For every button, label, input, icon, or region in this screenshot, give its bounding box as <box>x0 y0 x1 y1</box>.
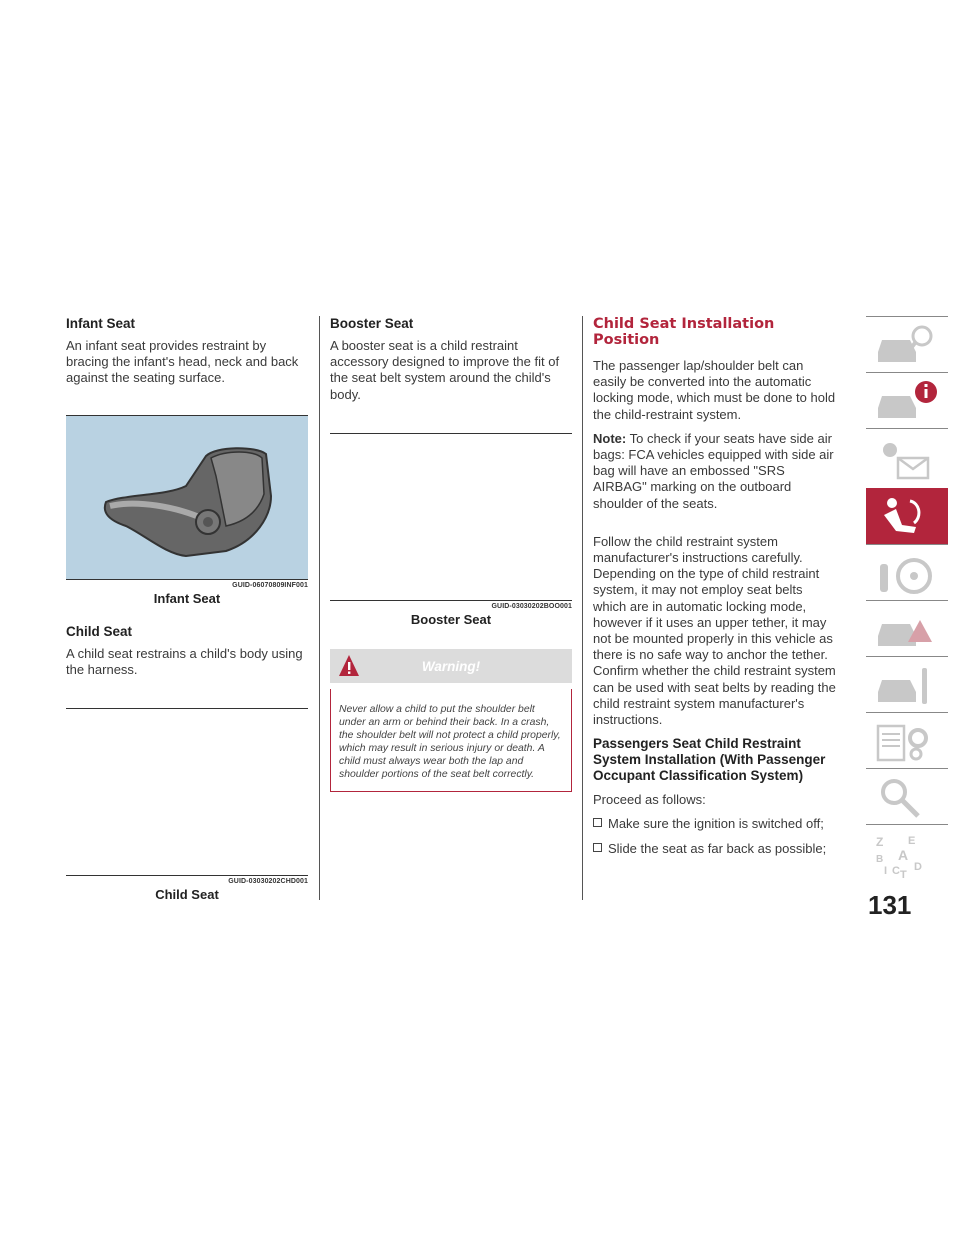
tab-safety[interactable] <box>866 488 948 544</box>
section-title: Child Seat Installation Position <box>593 316 775 348</box>
car-breakdown-icon <box>870 606 944 652</box>
index-letters-icon <box>870 830 944 880</box>
tab-car-info[interactable] <box>866 372 948 428</box>
proceed-text: Proceed as follows: <box>593 792 706 808</box>
list-item-text: Slide the seat as far back as possible; <box>608 840 827 856</box>
note-paragraph <box>593 431 838 512</box>
tab-starting-driving[interactable] <box>866 544 948 600</box>
booster-seat-figure <box>330 433 572 627</box>
warning-title: Warning! <box>421 658 481 674</box>
warning-header <box>330 649 572 683</box>
infant-seat-heading: Infant Seat <box>66 316 136 331</box>
tab-index[interactable] <box>866 824 948 880</box>
index-letter: Z <box>876 835 884 849</box>
instructions-paragraph: Follow the child restraint system manufacturer's instructions carefully. Depending on the type of child restraint system, it may not employ seat belts which are in automatic locking mode, however if it uses an upper tether, it may not be mounted properly in this vehicle as there is no safe way to anchor the tether. Confirm whether the child restraint system can be used with seat belts by reading the child restraint system manufacturer's instructions. <box>593 533 836 728</box>
infant-seat-text: An infant seat provides restraint by bracing the infant's head, neck and back against the seating surface. <box>66 338 299 386</box>
booster-figure-caption: Booster Seat <box>410 611 492 627</box>
index-letter: T <box>900 869 907 880</box>
list-item <box>593 816 838 832</box>
column-divider <box>319 316 320 900</box>
warning-box <box>330 689 572 792</box>
booster-seat-text: A booster seat is a child restraint accessory designed to improve the fit of the seat belt system around the child's body. <box>330 338 560 402</box>
child-figure-code: GUID-03030202CHD001 <box>228 878 308 886</box>
car-info-icon <box>870 378 944 424</box>
index-letter: E <box>908 835 916 847</box>
index-letter: I <box>884 865 888 877</box>
note-label: Note: <box>593 430 627 446</box>
child-seat-text: A child seat restrains a child's body using the harness. <box>66 645 303 677</box>
page-number: 131 <box>868 890 912 920</box>
key-steering-icon <box>870 550 944 596</box>
index-letter: A <box>898 847 909 863</box>
chapter-tabs <box>866 316 948 880</box>
tab-technical-specs[interactable] <box>866 712 948 768</box>
safety-airbag-icon <box>870 493 944 539</box>
note-text: To check if your seats have side air bags: FCA vehicles equipped with side air bag will have an embossed "SRS AIRBAG" marking on the outboard shoulder of the seats. <box>593 430 834 511</box>
tab-emergency[interactable] <box>866 600 948 656</box>
list-item <box>593 841 838 857</box>
column-3 <box>593 316 838 865</box>
child-seat-heading: Child Seat <box>66 623 133 639</box>
tab-servicing[interactable] <box>866 656 948 712</box>
infant-figure-caption: Infant Seat <box>153 590 221 606</box>
infant-seat-image <box>66 416 308 579</box>
tab-warning-lights[interactable] <box>866 428 948 484</box>
car-search-icon <box>870 322 944 368</box>
index-letter: D <box>914 861 922 873</box>
index-letter: C <box>892 865 900 877</box>
installation-subheading: Passengers Seat Child Restraint System Installation (With Passenger Occupant Classification System) <box>593 736 826 784</box>
warning-lights-icon <box>870 434 944 480</box>
child-figure-caption: Child Seat <box>155 887 219 903</box>
intro-paragraph: The passenger lap/shoulder belt can easily be converted into the automatic locking mode, which must be done to hold the child-restraint system. <box>593 358 836 422</box>
tab-search[interactable] <box>866 768 948 824</box>
column-divider <box>582 316 583 900</box>
checkbox-bullet-icon <box>593 818 602 827</box>
booster-figure-code: GUID-03030202BOO001 <box>491 602 572 610</box>
booster-seat-heading: Booster Seat <box>330 316 414 331</box>
warning-text: Never allow a child to put the shoulder belt under an arm or behind their back. In a crash, the shoulder belt will not protect a child properly, which may result in serious injury or death. A child must always wear both the lap and shoulder portions of the seat belt correctly. <box>339 703 561 780</box>
booster-seat-image <box>330 434 572 600</box>
infant-seat-figure <box>66 415 308 606</box>
column-1 <box>66 316 308 902</box>
magnifier-icon <box>870 774 944 820</box>
checkbox-bullet-icon <box>593 843 602 852</box>
infant-figure-code: GUID-06070809INF001 <box>232 581 308 589</box>
child-seat-figure <box>66 708 308 902</box>
list-item-text: Make sure the ignition is switched off; <box>608 816 824 832</box>
tab-car-search[interactable] <box>866 316 948 372</box>
infant-seat-illustration <box>66 416 308 579</box>
child-seat-image <box>66 709 308 875</box>
index-letter: B <box>876 854 884 865</box>
column-2 <box>330 316 572 792</box>
car-service-icon <box>870 662 944 708</box>
specs-gear-icon <box>870 718 944 764</box>
